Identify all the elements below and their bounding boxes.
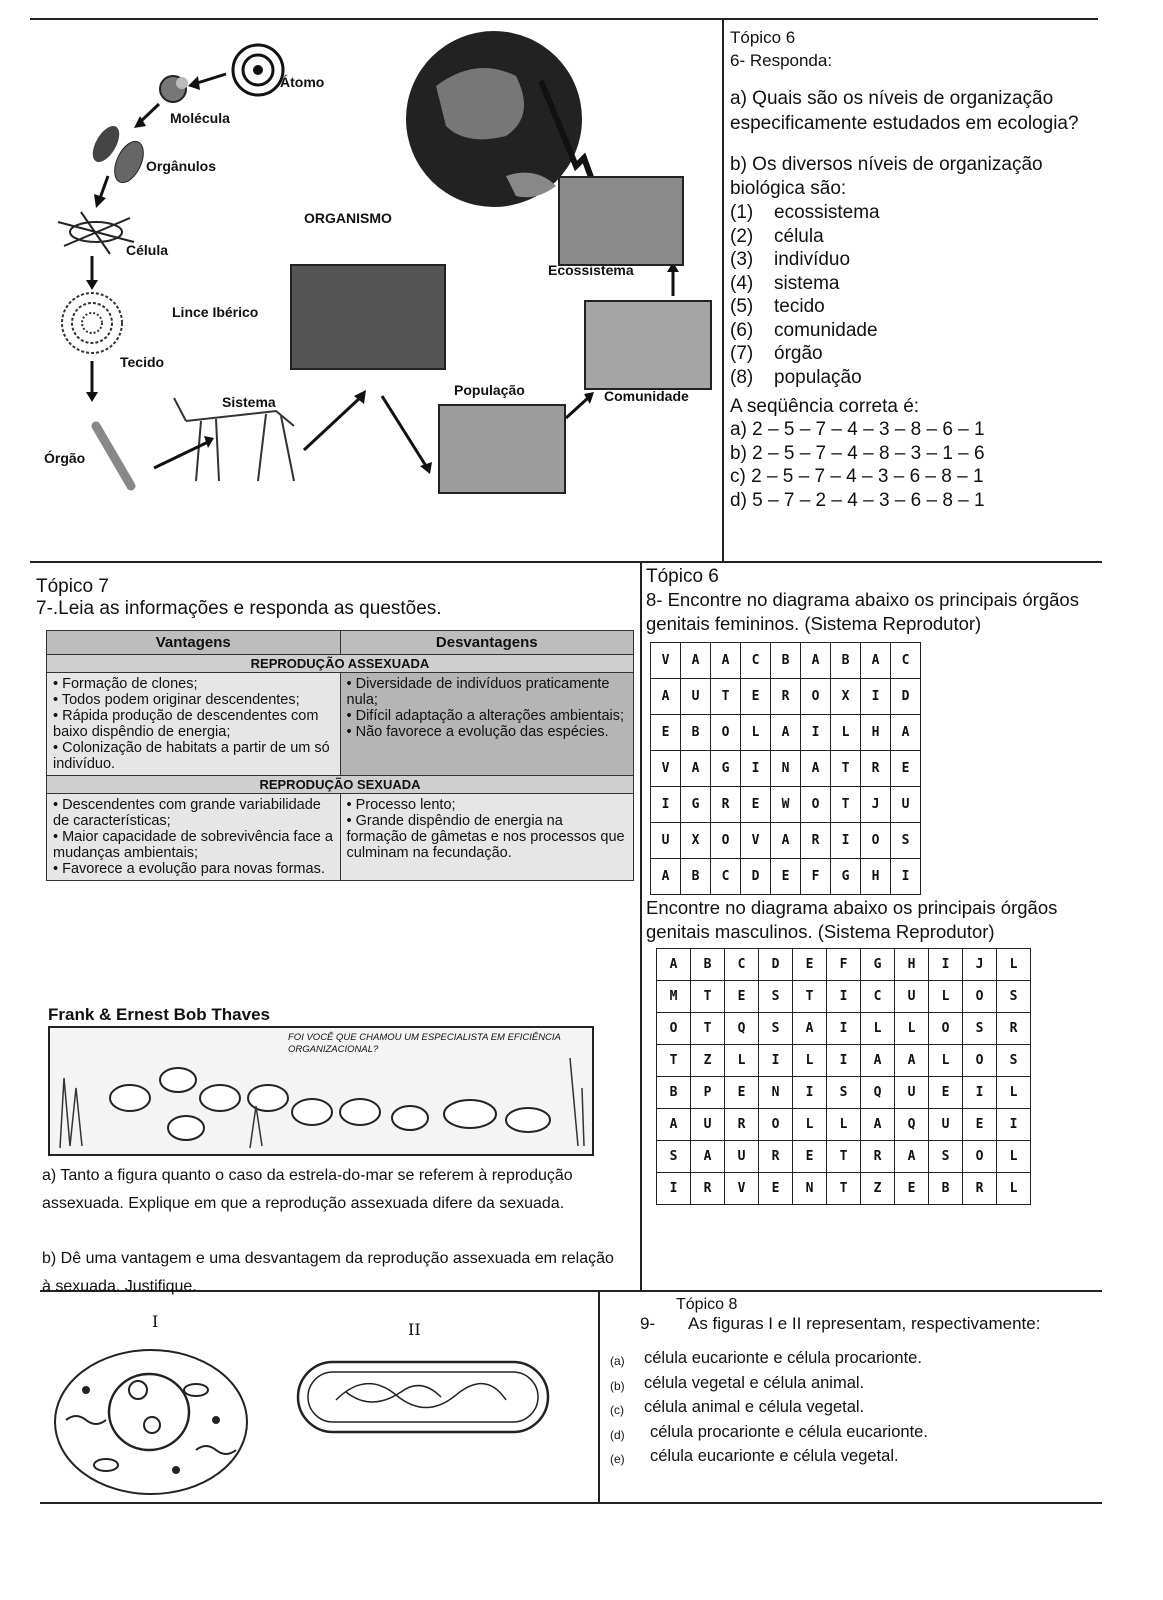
grid-cell: O: [963, 1045, 997, 1077]
levels-diagram: [36, 26, 716, 510]
q6-prompt: 6- Responda:: [730, 51, 833, 70]
cell-icon: [58, 212, 134, 254]
col-vantagens: Vantagens: [47, 631, 341, 655]
grid-cell: B: [929, 1173, 963, 1205]
grid-cell: G: [681, 787, 711, 823]
level-3: (3) indivíduo: [730, 249, 851, 270]
grid-cell: R: [801, 823, 831, 859]
q7-topic: Tópico 7: [36, 576, 109, 597]
fig-2-label: II: [408, 1320, 421, 1339]
grid-cell: A: [771, 715, 801, 751]
grid-cell: A: [681, 643, 711, 679]
q6-option-c: c) 2 – 5 – 7 – 4 – 3 – 6 – 8 – 1: [730, 466, 984, 487]
grid-row: [651, 787, 921, 823]
assexuada-vantagens: • Formação de clones; • Todos podem originar descendentes; • Rápida produção de descendentes com baixo dispêndio de energia; • Colonização de habitats a partir de um só indivíduo.: [47, 673, 341, 776]
grid-row: [651, 643, 921, 679]
q8-prompt-f: 8- Encontre no diagrama abaixo os principais órgãos genitais femininos. (Sistema Reprodutor): [646, 589, 1079, 634]
lince-photo: [290, 264, 446, 370]
grid-cell: O: [711, 823, 741, 859]
grid-cell: H: [895, 949, 929, 981]
female-word-grid: [650, 642, 921, 895]
grid-cell: D: [759, 949, 793, 981]
grid-cell: T: [657, 1045, 691, 1077]
grid-cell: A: [651, 859, 681, 895]
grid-cell: I: [891, 859, 921, 895]
grid-cell: U: [891, 787, 921, 823]
grid-cell: B: [831, 643, 861, 679]
grid-cell: L: [895, 1013, 929, 1045]
grid-cell: A: [681, 751, 711, 787]
q8-topic: Tópico 6: [646, 566, 719, 587]
q9-option-d: (d) célula procarionte e célula eucarionte.: [610, 1422, 928, 1442]
divider-mid: [640, 561, 642, 1290]
grid-cell: S: [963, 1013, 997, 1045]
level-7: (7) órgão: [730, 343, 823, 364]
grid-cell: C: [741, 643, 771, 679]
grid-cell: A: [891, 715, 921, 751]
grid-cell: I: [827, 1013, 861, 1045]
grid-cell: L: [929, 1045, 963, 1077]
sexuada-vantagens: • Descendentes com grande variabilidade de características; • Maior capacidade de sobrevivência face a mudanças ambientais; • Favorece a evolução para novas formas.: [47, 794, 341, 881]
grid-cell: E: [793, 949, 827, 981]
comic-strip: [48, 1026, 594, 1156]
atom-icon: [233, 45, 283, 95]
grid-cell: G: [861, 949, 895, 981]
grid-cell: O: [657, 1013, 691, 1045]
grid-row: [651, 823, 921, 859]
grid-cell: O: [801, 679, 831, 715]
grid-cell: O: [963, 981, 997, 1013]
assexuada-desvantagens: • Diversidade de indivíduos praticamente nula; • Difícil adaptação a alterações ambientais; • Não favorece a evolução das espécies.: [340, 673, 634, 776]
label-sistema: Sistema: [222, 394, 276, 410]
bone-icon: [96, 426, 131, 486]
cell-figures: [46, 1330, 586, 1510]
label-orgao: Órgão: [44, 450, 86, 466]
q6-option-b: b) 2 – 5 – 7 – 4 – 8 – 3 – 1 – 6: [730, 442, 985, 464]
grid-cell: B: [681, 715, 711, 751]
grid-row: [651, 859, 921, 895]
grid-cell: J: [963, 949, 997, 981]
q6-option-d: d) 5 – 7 – 2 – 4 – 3 – 6 – 8 – 1: [730, 489, 985, 511]
label-tecido: Tecido: [120, 354, 165, 370]
grid-cell: T: [691, 981, 725, 1013]
q9-option-c: (c) célula animal e célula vegetal.: [610, 1398, 865, 1417]
grid-cell: C: [861, 981, 895, 1013]
grid-cell: S: [827, 1077, 861, 1109]
grid-cell: U: [691, 1109, 725, 1141]
grid-row: [657, 1045, 1031, 1077]
community-photo: [584, 300, 712, 390]
grid-cell: Z: [691, 1045, 725, 1077]
question-9: [610, 1296, 1100, 1471]
grid-cell: L: [741, 715, 771, 751]
grid-cell: U: [929, 1109, 963, 1141]
grid-cell: B: [771, 643, 801, 679]
level-4: (4) sistema: [730, 272, 840, 294]
grid-cell: C: [725, 949, 759, 981]
grid-cell: G: [831, 859, 861, 895]
grid-cell: S: [929, 1141, 963, 1173]
grid-cell: V: [651, 643, 681, 679]
grid-cell: L: [725, 1045, 759, 1077]
grid-cell: E: [929, 1077, 963, 1109]
grid-row: [651, 751, 921, 787]
grid-cell: A: [895, 1141, 929, 1173]
level-8: (8) população: [730, 366, 862, 388]
grid-cell: I: [651, 787, 681, 823]
grid-cell: I: [759, 1045, 793, 1077]
grid-cell: R: [861, 751, 891, 787]
grid-cell: N: [793, 1173, 827, 1205]
grid-cell: P: [691, 1077, 725, 1109]
q9-option-b: (b) célula vegetal e célula animal.: [610, 1373, 865, 1393]
grid-cell: E: [771, 859, 801, 895]
grid-cell: Q: [861, 1077, 895, 1109]
grid-row: [651, 679, 921, 715]
grid-cell: O: [861, 823, 891, 859]
grid-cell: J: [861, 787, 891, 823]
grid-cell: T: [827, 1141, 861, 1173]
grid-cell: W: [771, 787, 801, 823]
q6-levels: [730, 201, 1102, 389]
grid-cell: R: [997, 1013, 1031, 1045]
grid-cell: S: [997, 1045, 1031, 1077]
q8-prompt-m: Encontre no diagrama abaixo os principais órgãos genitais masculinos. (Sistema Reprodutor): [646, 897, 1058, 942]
q7-b: b) Dê uma vantagem e uma desvantagem da reprodução assexuada em relação à sexuada. Justifique.: [42, 1250, 614, 1295]
question-8: [646, 566, 1102, 636]
grid-cell: L: [861, 1013, 895, 1045]
grid-cell: I: [793, 1077, 827, 1109]
grid-cell: T: [711, 679, 741, 715]
grid-cell: T: [691, 1013, 725, 1045]
grid-cell: R: [725, 1109, 759, 1141]
grid-row: [657, 981, 1031, 1013]
grid-cell: O: [963, 1141, 997, 1173]
grid-cell: X: [831, 679, 861, 715]
grid-cell: L: [793, 1109, 827, 1141]
grid-cell: S: [759, 1013, 793, 1045]
reproduction-table: [46, 630, 634, 881]
grid-cell: O: [759, 1109, 793, 1141]
label-celula: Célula: [126, 242, 169, 258]
grid-cell: A: [657, 949, 691, 981]
grid-cell: C: [891, 643, 921, 679]
grid-cell: R: [759, 1141, 793, 1173]
q9-option-a: (a) célula eucarionte e célula procarionte.: [610, 1349, 922, 1368]
grid-cell: I: [831, 823, 861, 859]
grid-cell: I: [657, 1173, 691, 1205]
grid-row: [657, 949, 1031, 981]
male-word-grid: [656, 948, 1031, 1205]
q9-options: [610, 1348, 1100, 1471]
grid-cell: E: [725, 1077, 759, 1109]
grid-cell: U: [895, 981, 929, 1013]
q9-option-e: (e) célula eucarionte e célula vegetal.: [610, 1447, 899, 1466]
sexuada-desvantagens: • Processo lento; • Grande dispêndio de energia na formação de gâmetas e nos processos que culminam na fecundação.: [340, 794, 634, 881]
grid-cell: U: [681, 679, 711, 715]
grid-cell: E: [963, 1109, 997, 1141]
q7-a: a) Tanto a figura quanto o caso da estrela-do-mar se referem à reprodução assexuada. Explique em que a reprodução assexuada difere da sexuada.: [42, 1167, 573, 1212]
grid-cell: X: [681, 823, 711, 859]
grid-cell: G: [711, 751, 741, 787]
grid-cell: I: [801, 715, 831, 751]
label-organulos: Orgânulos: [146, 158, 217, 174]
grid-cell: A: [771, 823, 801, 859]
grid-cell: D: [741, 859, 771, 895]
label-atomo: Átomo: [280, 74, 325, 90]
grid-cell: A: [861, 1045, 895, 1077]
tissue-icon: [62, 293, 122, 353]
q9-num: 9-: [640, 1314, 656, 1333]
grid-row: [657, 1173, 1031, 1205]
grid-cell: R: [711, 787, 741, 823]
grid-row: [657, 1109, 1031, 1141]
level-2: (2) célula: [730, 225, 824, 247]
grid-cell: A: [801, 643, 831, 679]
label-lince: Lince Ibérico: [172, 304, 259, 320]
grid-cell: V: [725, 1173, 759, 1205]
divider-bottom: [598, 1290, 600, 1502]
grid-cell: E: [651, 715, 681, 751]
grid-cell: R: [963, 1173, 997, 1205]
grid-cell: T: [793, 981, 827, 1013]
grid-cell: Q: [895, 1109, 929, 1141]
grid-cell: F: [801, 859, 831, 895]
grid-row: [657, 1077, 1031, 1109]
grid-cell: U: [725, 1141, 759, 1173]
grid-cell: N: [771, 751, 801, 787]
molecule-icon: [160, 76, 188, 102]
comic-balloon: FOI VOCÊ QUE CHAMOU UM ESPECIALISTA EM EFICIÊNCIA ORGANIZACIONAL?: [288, 1032, 561, 1055]
q6-a: a) Quais são os níveis de organização especificamente estudados em ecologia?: [730, 88, 1079, 134]
grid-cell: M: [657, 981, 691, 1013]
grid-cell: U: [895, 1077, 929, 1109]
grid-cell: S: [997, 981, 1031, 1013]
grid-cell: L: [997, 1173, 1031, 1205]
grid-row: [657, 1013, 1031, 1045]
grid-cell: T: [827, 1173, 861, 1205]
grid-cell: L: [929, 981, 963, 1013]
grid-cell: B: [691, 949, 725, 981]
grid-cell: A: [651, 679, 681, 715]
grid-cell: I: [929, 949, 963, 981]
grid-cell: R: [861, 1141, 895, 1173]
grid-cell: A: [657, 1109, 691, 1141]
grid-cell: A: [691, 1141, 725, 1173]
grid-cell: A: [895, 1045, 929, 1077]
grid-cell: H: [861, 859, 891, 895]
grid-cell: E: [725, 981, 759, 1013]
label-organismo: ORGANISMO: [304, 210, 392, 226]
q6-option-a: a) 2 – 5 – 7 – 4 – 3 – 8 – 6 – 1: [730, 419, 985, 440]
grid-cell: R: [771, 679, 801, 715]
q9-prompt-row: [610, 1314, 1100, 1334]
grid-cell: R: [691, 1173, 725, 1205]
grid-cell: V: [651, 751, 681, 787]
grid-cell: O: [801, 787, 831, 823]
label-molecula: Molécula: [170, 110, 230, 126]
grid-cell: A: [861, 643, 891, 679]
grid-cell: E: [741, 787, 771, 823]
level-1: (1) ecossistema: [730, 202, 880, 223]
grid-cell: I: [963, 1077, 997, 1109]
grid-cell: Z: [861, 1173, 895, 1205]
grid-cell: L: [997, 949, 1031, 981]
prokaryote-cell-icon: [298, 1362, 548, 1432]
grid-cell: A: [861, 1109, 895, 1141]
grid-cell: I: [997, 1109, 1031, 1141]
grid-cell: E: [891, 751, 921, 787]
label-populacao: População: [454, 382, 525, 398]
level-6: (6) comunidade: [730, 319, 878, 341]
grid-cell: I: [827, 1045, 861, 1077]
grid-cell: E: [895, 1173, 929, 1205]
ecosystem-photo: [558, 176, 684, 266]
level-5: (5) tecido: [730, 296, 825, 317]
grid-cell: E: [759, 1173, 793, 1205]
grid-cell: U: [651, 823, 681, 859]
grid-cell: S: [657, 1141, 691, 1173]
divider-top: [722, 18, 724, 561]
grid-cell: L: [997, 1141, 1031, 1173]
q6-options: [730, 418, 1102, 512]
grid-cell: L: [831, 715, 861, 751]
grid-row: [657, 1141, 1031, 1173]
q6-topic: Tópico 6: [730, 28, 796, 47]
grid-cell: A: [801, 751, 831, 787]
grid-cell: F: [827, 949, 861, 981]
grid-cell: I: [741, 751, 771, 787]
grid-cell: O: [929, 1013, 963, 1045]
grid-cell: A: [711, 643, 741, 679]
skeleton-icon: [174, 398, 294, 481]
grid-cell: I: [827, 981, 861, 1013]
q7-prompt: 7-.Leia as informações e responda as questões.: [36, 598, 442, 619]
grid-row: [651, 715, 921, 751]
col-desvantagens: Desvantagens: [340, 631, 634, 655]
top-rule: [30, 18, 1098, 20]
grid-cell: A: [793, 1013, 827, 1045]
grid-cell: N: [759, 1077, 793, 1109]
population-photo: [438, 404, 566, 494]
grid-cell: I: [861, 679, 891, 715]
q9-prompt: As figuras I e II representam, respectivamente:: [688, 1314, 1041, 1333]
fig-1-label: I: [152, 1312, 159, 1331]
sexuada-title: REPRODUÇÃO SEXUADA: [47, 776, 634, 794]
grid-cell: Q: [725, 1013, 759, 1045]
grid-cell: E: [741, 679, 771, 715]
grid-cell: L: [997, 1077, 1031, 1109]
grid-cell: B: [681, 859, 711, 895]
grid-cell: B: [657, 1077, 691, 1109]
grid-cell: V: [741, 823, 771, 859]
rule-2: [30, 561, 1102, 563]
grid-cell: D: [891, 679, 921, 715]
q9-topic: Tópico 8: [676, 1296, 738, 1313]
grid-cell: C: [711, 859, 741, 895]
grid-cell: H: [861, 715, 891, 751]
grid-cell: E: [793, 1141, 827, 1173]
label-ecossistema: Ecossistema: [548, 262, 634, 278]
grid-cell: O: [711, 715, 741, 751]
question-6: [730, 26, 1102, 512]
grid-cell: L: [827, 1109, 861, 1141]
grid-cell: T: [831, 787, 861, 823]
eukaryote-cell-icon: [55, 1350, 247, 1494]
organelles-icon: [87, 122, 149, 187]
grid-cell: L: [793, 1045, 827, 1077]
comic-title: Frank & Ernest Bob Thaves: [48, 1005, 271, 1024]
label-comunidade: Comunidade: [604, 388, 689, 404]
grid-cell: T: [831, 751, 861, 787]
assexuada-title: REPRODUÇÃO ASSEXUADA: [47, 655, 634, 673]
grid-cell: S: [891, 823, 921, 859]
q6-seq-intro: A seqüência correta é:: [730, 396, 920, 417]
grid-cell: S: [759, 981, 793, 1013]
q6-b-intro: b) Os diversos níveis de organização biológica são:: [730, 154, 1043, 199]
